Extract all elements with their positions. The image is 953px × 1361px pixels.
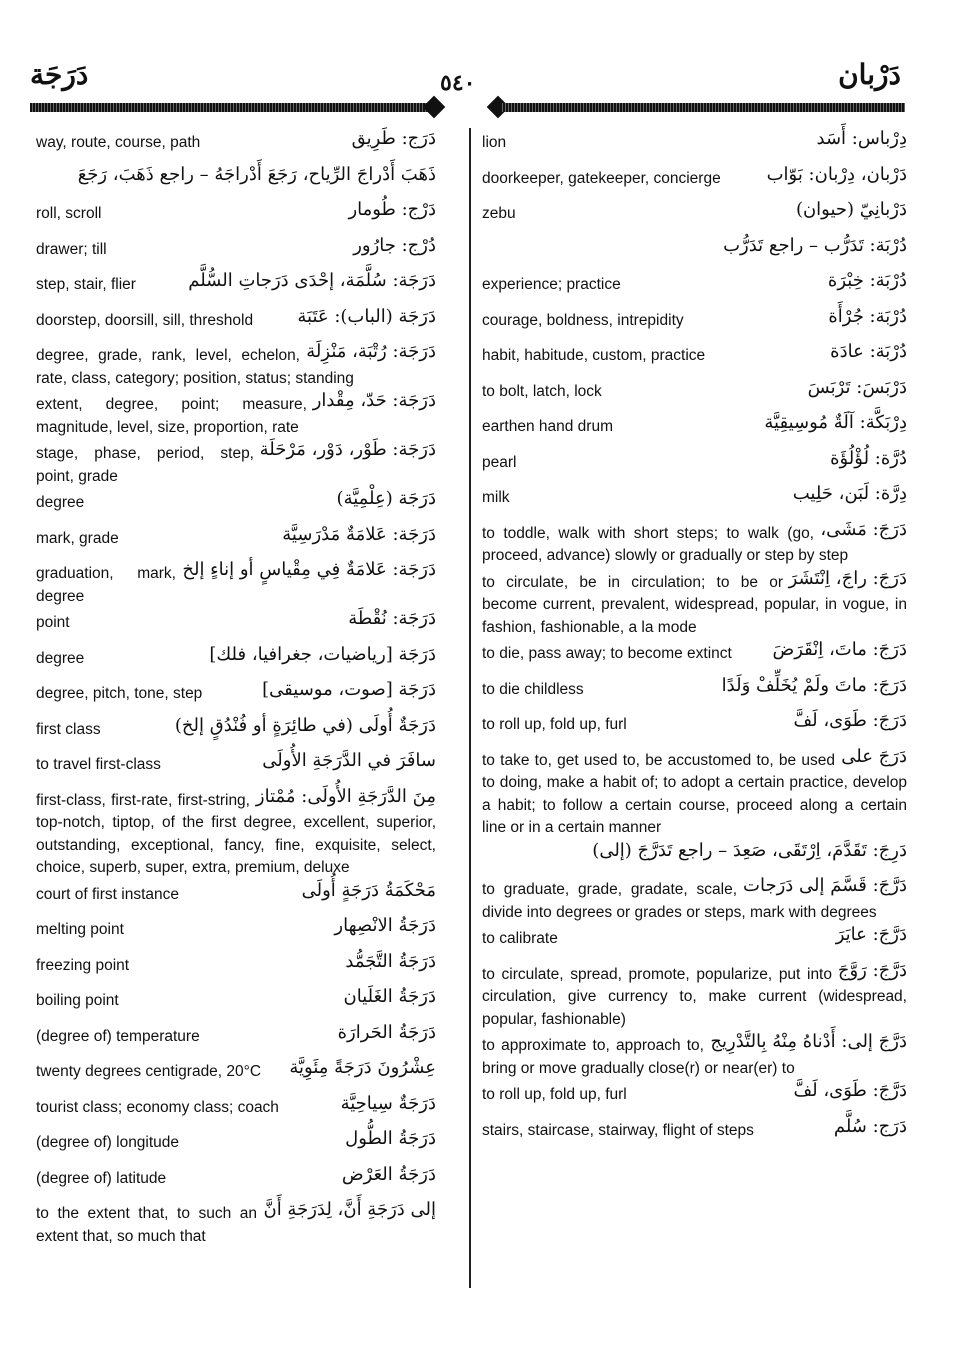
arabic-headword: سافَرَ في الدَّرَجَةِ الأُولَى: [262, 750, 436, 771]
dictionary-entry: [482, 568, 907, 640]
dictionary-entry: [482, 270, 907, 306]
page-header: [0, 0, 953, 120]
dictionary-entry: [36, 915, 436, 951]
dictionary-entry: [36, 880, 436, 916]
english-definition: lion: [482, 134, 507, 151]
header-rule-left: [30, 103, 430, 112]
arabic-headword: دَرْبان، دِرْبان: بَوّاب: [766, 163, 907, 185]
arabic-headword: دَرْبانِيّ (حيوان): [795, 199, 907, 220]
english-definition: zebu: [482, 205, 516, 222]
english-definition: to the extent that, to such an extent that, so much that: [36, 1199, 436, 1248]
dictionary-entry: [482, 235, 907, 271]
arabic-headword: إلى دَرَجَةِ أَنَّ، لِدَرَجَةِ أَنَّ: [263, 1199, 436, 1220]
english-definition: boiling point: [36, 992, 119, 1009]
english-definition: courage, boldness, intrepidity: [482, 311, 684, 329]
english-definition: (degree of) longitude: [36, 1134, 180, 1151]
arabic-headword: دُرْبَة: خِبْرَة: [827, 270, 907, 291]
dictionary-entry: [36, 1164, 436, 1200]
english-definition: to circulate, spread, promote, popularize, put into circulation, give currency to, make current (widespread, popular, fashionable): [482, 965, 907, 1028]
dictionary-entry: [36, 786, 436, 880]
arabic-headword: دَرَجَةُ الغَلَيان: [343, 986, 436, 1007]
english-definition: extent, degree, point; measure, magnitude, level, size, proportion, rate: [36, 390, 436, 439]
arabic-headword: دَرَجَةُ التَّجَمُّد: [345, 950, 436, 972]
english-definition: experience; practice: [482, 276, 621, 293]
arabic-headword: دَرَّجَ: قَسَّمَ إلى دَرَجات: [743, 875, 907, 896]
arabic-headword: دَرَجَة: عَلامَةٌ مَدْرَسِيَّة: [282, 523, 436, 545]
dictionary-entry: [36, 390, 436, 439]
dictionary-entry: [482, 519, 907, 568]
dictionary-entry: [36, 750, 436, 786]
english-definition: roll, scroll: [36, 205, 102, 222]
dictionary-entry: [36, 951, 436, 987]
arabic-headword: دُرْبَة: عادَة: [830, 341, 907, 362]
dictionary-entry: [36, 164, 436, 200]
right-guide-word: دَرْبان: [838, 58, 901, 91]
arabic-headword: دَرَجَ: راجَ، اِنْتَشَرَ: [788, 567, 907, 589]
dictionary-entry: [482, 306, 907, 342]
dictionary-entry: [482, 448, 907, 484]
dictionary-entry: [36, 1199, 436, 1248]
header-diamond-left: [423, 96, 446, 119]
arabic-headword: دَرَّجَ: عايَرَ: [835, 924, 907, 945]
english-definition: first-class, first-rate, first-string, top-notch, tiptop, of the first degree, excellent, superior, outstanding, exceptional, fancy, fine, exquisite, select, choice, superb, super, extra, premium, deluxe: [36, 791, 436, 876]
dictionary-entry: [482, 875, 907, 924]
dictionary-entry: [36, 1093, 436, 1129]
english-definition: stairs, staircase, stairway, flight of steps: [482, 1121, 754, 1139]
right-column: [482, 128, 907, 1151]
english-definition: to graduate, grade, gradate, scale, divide into degrees or grades or steps, mark with degrees: [482, 875, 907, 924]
dictionary-entry: [36, 199, 436, 235]
arabic-headword: دُرْبَة: جُرْأَة: [828, 305, 907, 327]
header-rule-right: [500, 103, 905, 112]
left-guide-word: دَرَجَة: [30, 58, 89, 91]
english-definition: drawer; till: [36, 240, 107, 258]
dictionary-entry: [482, 1031, 907, 1080]
english-definition: mark, grade: [36, 529, 119, 547]
english-definition: to toddle, walk with short steps; to walk (go, proceed, advance) slowly or gradually or step by step: [482, 519, 907, 568]
dictionary-entry: [482, 199, 907, 235]
english-definition: habit, habitude, custom, practice: [482, 347, 706, 364]
english-definition: freezing point: [36, 956, 130, 974]
arabic-headword: دُرْج: جارُور: [353, 234, 436, 256]
dictionary-entry: [36, 986, 436, 1022]
english-definition: to take to, get used to, be accustomed to, be used to doing, make a habit of; to adopt a certain practice, develop a habit; to follow a certain course, proceed along a certain line or in a certain manner: [482, 751, 907, 836]
dictionary-entry: [36, 1057, 436, 1093]
english-definition: step, stair, flier: [36, 276, 136, 293]
dictionary-entry: [36, 235, 436, 271]
dictionary-entry: [482, 483, 907, 519]
english-definition: court of first instance: [36, 885, 180, 903]
dictionary-entry: [482, 1116, 907, 1152]
arabic-headword: دَرَجَة: طَوْر، دَوْر، مَرْحَلَة: [259, 439, 436, 460]
english-definition: stage, phase, period, step, point, grade: [36, 439, 436, 488]
arabic-headword: دَرَجَةُ الطُّول: [345, 1128, 436, 1149]
dictionary-entry: [482, 746, 907, 840]
arabic-headword: دَرَجَة (عِلْمِيَّة): [336, 488, 436, 509]
dictionary-entry: [36, 270, 436, 306]
arabic-headword: دِرْبَكَّة: آلَةٌ مُوسِيقِيَّة: [764, 412, 907, 433]
english-definition: degree: [36, 494, 85, 511]
english-definition: tourist class; economy class; coach: [36, 1098, 279, 1116]
dictionary-entry: [482, 1080, 907, 1116]
english-definition: to die childless: [482, 680, 584, 698]
dictionary-entry: [482, 341, 907, 377]
arabic-headword: دَرْبَسَ: تَرْبَسَ: [807, 376, 907, 398]
english-definition: earthen hand drum: [482, 418, 613, 435]
arabic-headword: دَرَجَة (الباب): عَتَبَة: [297, 305, 436, 327]
english-definition: to bolt, latch, lock: [482, 382, 602, 400]
dictionary-entry: [36, 306, 436, 342]
arabic-headword: دَرَّجَ: رَوَّجَ: [837, 959, 907, 981]
dictionary-entry: [36, 128, 436, 164]
english-definition: to roll up, fold up, furl: [482, 716, 627, 733]
dictionary-entry: [482, 639, 907, 675]
arabic-headword: دَرَجَةٌ أُولَى (في طائِرَةٍ أو فُنْدُقٍ إلخ): [174, 714, 436, 736]
english-definition: milk: [482, 489, 510, 506]
dictionary-entry: [36, 439, 436, 488]
english-definition: graduation, mark, degree: [36, 559, 436, 608]
arabic-headword: دُرْبَة: تَدَرُّب – راجع تَدَرُّب: [723, 234, 907, 256]
dictionary-entry: [482, 924, 907, 960]
english-definition: to circulate, be in circulation; to be or become current, prevalent, widespread, popular, in vogue, in fashion, fashionable, a la mode: [482, 573, 907, 636]
dictionary-entry: [482, 710, 907, 746]
english-definition: (degree of) latitude: [36, 1169, 167, 1187]
arabic-headword: دِرَّة: لَبَن، حَلِيب: [792, 483, 907, 504]
english-definition: to roll up, fold up, furl: [482, 1086, 627, 1103]
arabic-headword: دَرَجَ: ماتَ ولَمْ يُخَلِّفْ وَلَدًا: [721, 674, 907, 696]
dictionary-entry: [482, 840, 907, 876]
arabic-headword: دَرَج: سُلَّم: [833, 1115, 907, 1137]
english-definition: pearl: [482, 453, 517, 471]
dictionary-entry: [36, 644, 436, 680]
dictionary-entry: [36, 488, 436, 524]
english-definition: (degree of) temperature: [36, 1027, 200, 1045]
arabic-headword: دَرَجَة: حَدّ، مِقْدار: [312, 390, 436, 411]
english-definition: degree, grade, rank, level, echelon, rate, class, category; position, status; standing: [36, 341, 436, 390]
arabic-headword: دَرَجَة: رُتْبَة، مَنْزِلَة: [306, 341, 436, 362]
english-definition: degree, pitch, tone, step: [36, 685, 203, 702]
arabic-headword: دَرَّجَ إلى: أَدْناهُ مِنْهُ بِالتَّدْرِيج: [710, 1031, 907, 1052]
arabic-headword: دِرْباس: أَسَد: [816, 128, 907, 149]
english-definition: way, route, course, path: [36, 134, 201, 151]
arabic-headword: دَرَجَ على: [841, 745, 907, 767]
dictionary-entry: [36, 1128, 436, 1164]
dictionary-entry: [36, 1022, 436, 1058]
dictionary-entry: [482, 128, 907, 164]
arabic-headword: دَرَجَة: عَلامَةٌ فِي مِقْياسٍ أو إناءٍ إلخ: [182, 559, 436, 580]
english-definition: to calibrate: [482, 930, 558, 947]
arabic-headword: دَرَج: طَرِيق: [351, 128, 436, 149]
arabic-headword: مَحْكَمَةُ دَرَجَةٍ أُولَى: [301, 879, 436, 901]
arabic-headword: مِنَ الدَّرَجَةِ الأُولَى: مُمْتاز: [255, 785, 436, 807]
arabic-headword: دُرَّة: لُؤْلُؤَة: [830, 447, 907, 469]
arabic-headword: دَرَجَ: طَوَى، لَفَّ: [793, 710, 907, 731]
english-definition: to travel first-class: [36, 756, 161, 773]
dictionary-entry: [482, 960, 907, 1032]
arabic-headword: عِشْرُونَ دَرَجَةً مِئَوِيَّة: [289, 1057, 436, 1078]
arabic-headword: دَرَجَةُ الانْصِهار: [334, 915, 436, 936]
arabic-headword: دَرَجَ: مَشَى،: [820, 518, 907, 540]
arabic-headword: دَرَّجَ: طَوَى، لَفَّ: [793, 1080, 907, 1101]
left-column: [36, 128, 436, 1248]
dictionary-entry: [36, 341, 436, 390]
arabic-headword: دَرْج: طُومار: [348, 199, 436, 220]
dictionary-entry: [36, 524, 436, 560]
dictionary-entry: [482, 675, 907, 711]
dictionary-entry: [36, 608, 436, 644]
page-number: ٥٤٠: [440, 70, 476, 96]
dictionary-entry: [36, 715, 436, 751]
english-definition: degree: [36, 649, 85, 667]
dictionary-entry: [482, 412, 907, 448]
arabic-headword: دَرَجَةُ الحَرارَة: [337, 1021, 436, 1043]
dictionary-entry: [36, 679, 436, 715]
english-definition: twenty degrees centigrade, 20°C: [36, 1063, 262, 1080]
english-definition: to die, pass away; to become extinct: [482, 645, 732, 662]
english-definition: melting point: [36, 921, 124, 938]
arabic-headword: دَرَجَةٌ سِياحِيَّة: [340, 1092, 436, 1114]
dictionary-entry: [482, 377, 907, 413]
arabic-headword: دَرَجَة: سُلَّمَة، إحْدَى دَرَجاتِ السُّلَّم: [188, 270, 436, 291]
dictionary-entry: [36, 559, 436, 608]
arabic-headword: دَرَجَة [صوت، موسيقى]: [262, 679, 436, 700]
arabic-headword: دَرِجَ: تَقَدَّمَ، اِرْتَقَى، صَعِدَ – راجع تَدَرَّجَ (إلى): [592, 839, 907, 861]
arabic-headword: دَرَجَة [رياضيات، جغرافيا، فلك]: [209, 643, 436, 665]
english-definition: doorstep, doorsill, sill, threshold: [36, 311, 254, 329]
column-divider: [469, 128, 471, 1288]
english-definition: point: [36, 614, 70, 631]
english-definition: to approximate to, approach to, bring or move gradually close(r) or near(er) to: [482, 1031, 907, 1080]
english-definition: doorkeeper, gatekeeper, concierge: [482, 169, 721, 187]
dictionary-entry: [482, 164, 907, 200]
arabic-headword: دَرَجَ: ماتَ، اِنْقَرَضَ: [772, 639, 907, 660]
arabic-headword: ذَهَبَ أَدْراجَ الرِّياح، رَجَعَ أَدْراجَهُ – راجع ذَهَبَ، رَجَعَ: [77, 163, 436, 185]
arabic-headword: دَرَجَة: نُقْطَة: [348, 608, 436, 629]
english-definition: first class: [36, 720, 101, 738]
arabic-headword: دَرَجَةُ العَرْض: [341, 1163, 436, 1185]
